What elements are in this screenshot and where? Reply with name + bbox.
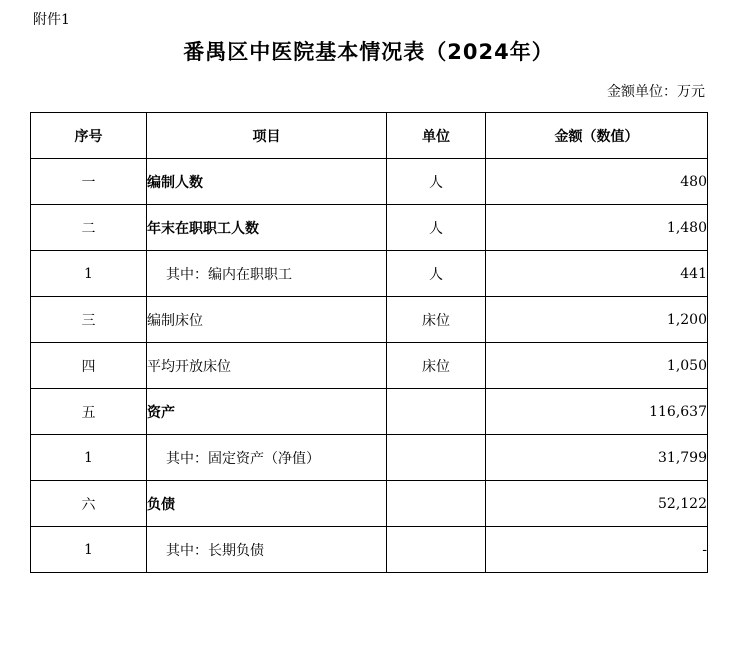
row-amount: -	[486, 527, 708, 573]
row-unit	[387, 527, 486, 573]
row-seq: 1	[31, 251, 147, 297]
table-row	[31, 435, 708, 481]
row-amount: 31,799	[486, 435, 708, 481]
row-item: 其中：编内在职职工	[147, 251, 387, 297]
row-item: 年末在职职工人数	[147, 205, 387, 251]
table-row	[31, 205, 708, 251]
row-item: 负债	[147, 481, 387, 527]
row-seq: 三	[31, 297, 147, 343]
row-amount: 116,637	[486, 389, 708, 435]
row-seq: 六	[31, 481, 147, 527]
row-item: 其中：长期负债	[147, 527, 387, 573]
row-item: 资产	[147, 389, 387, 435]
page-title: 番禺区中医院基本情况表（2024年）	[183, 40, 554, 64]
row-unit: 人	[387, 205, 486, 251]
table-row	[31, 251, 708, 297]
row-item: 其中：固定资产（净值）	[147, 435, 387, 481]
column-header-item: 项目	[147, 113, 387, 159]
row-item: 编制床位	[147, 297, 387, 343]
unit-note: 金额单位：万元	[607, 84, 705, 100]
row-unit	[387, 435, 486, 481]
table-header-row	[31, 113, 708, 159]
row-amount: 441	[486, 251, 708, 297]
row-unit: 床位	[387, 343, 486, 389]
row-amount: 52,122	[486, 481, 708, 527]
row-amount: 1,200	[486, 297, 708, 343]
column-header-amount: 金额（数值）	[486, 113, 708, 159]
row-unit	[387, 389, 486, 435]
row-seq: 二	[31, 205, 147, 251]
table-row	[31, 527, 708, 573]
column-header-unit: 单位	[387, 113, 486, 159]
row-seq: 四	[31, 343, 147, 389]
table-row	[31, 159, 708, 205]
row-seq: 1	[31, 527, 147, 573]
row-seq: 1	[31, 435, 147, 481]
row-unit: 床位	[387, 297, 486, 343]
row-item: 平均开放床位	[147, 343, 387, 389]
row-unit: 人	[387, 251, 486, 297]
row-seq: 一	[31, 159, 147, 205]
row-unit: 人	[387, 159, 486, 205]
row-unit	[387, 481, 486, 527]
row-amount: 1,050	[486, 343, 708, 389]
row-amount: 1,480	[486, 205, 708, 251]
row-amount: 480	[486, 159, 708, 205]
row-item: 编制人数	[147, 159, 387, 205]
table-row	[31, 481, 708, 527]
table-row	[31, 297, 708, 343]
column-header-seq: 序号	[31, 113, 147, 159]
basic-info-table	[30, 112, 708, 573]
table-row	[31, 343, 708, 389]
attachment-label: 附件1	[33, 12, 70, 28]
row-seq: 五	[31, 389, 147, 435]
table-row	[31, 389, 708, 435]
